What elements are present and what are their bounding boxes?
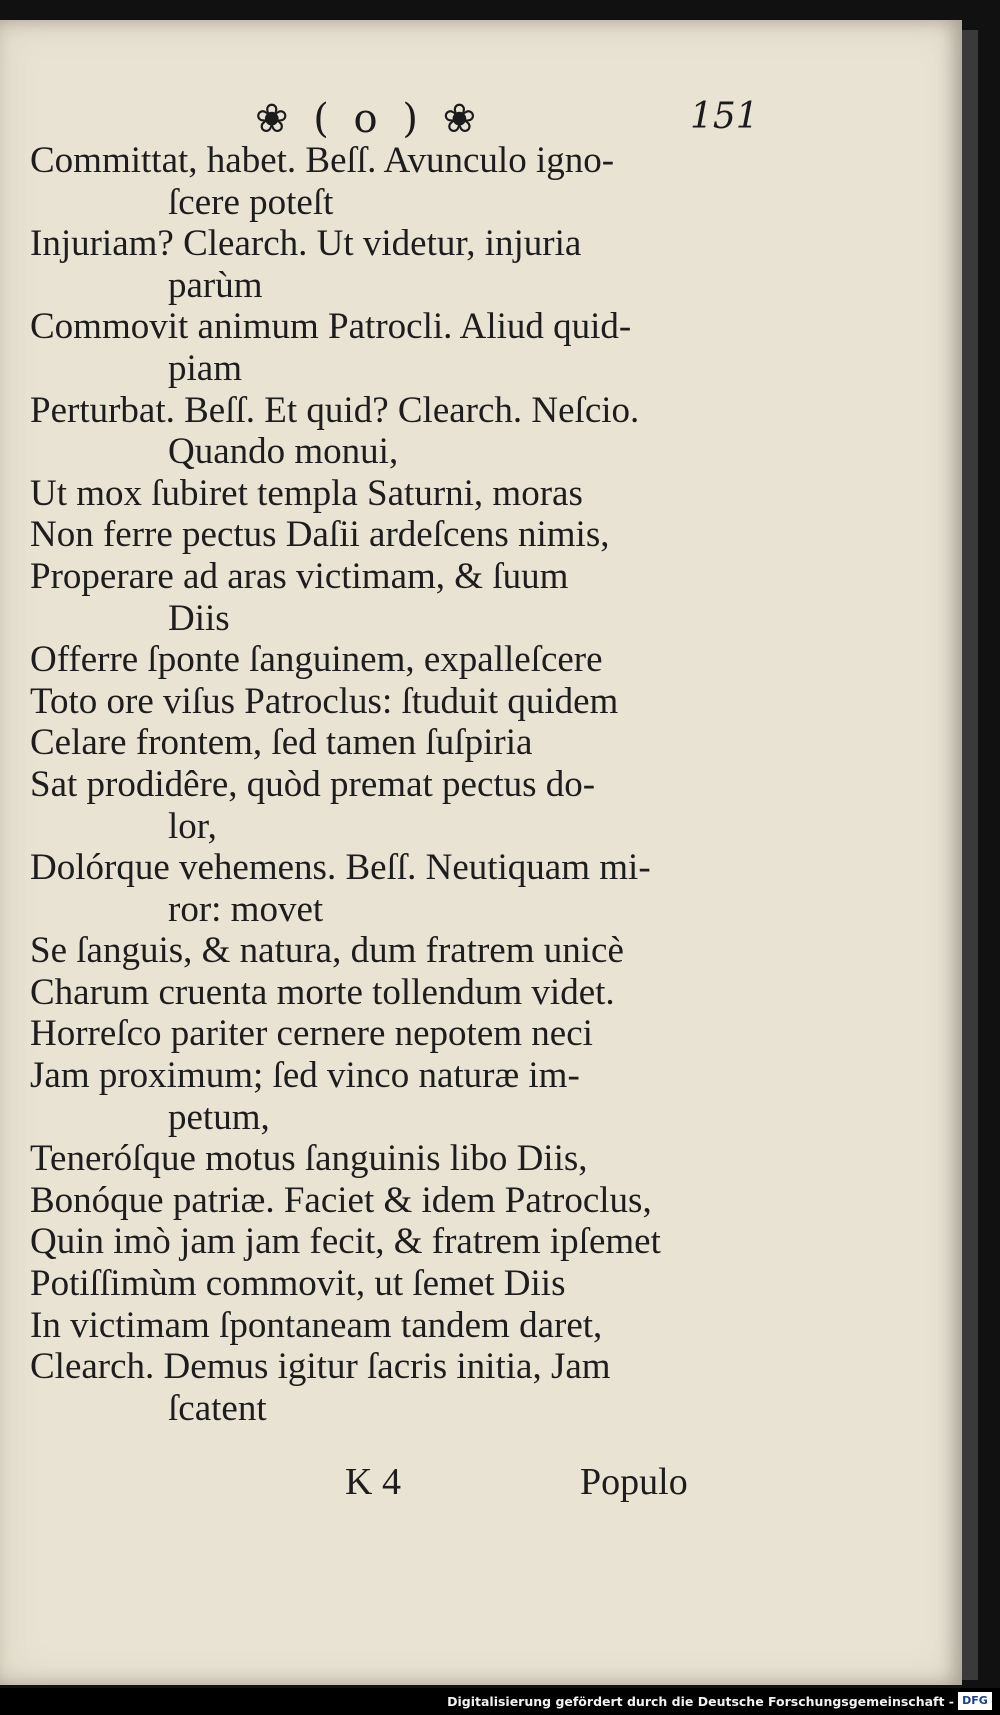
page-number: 151 [690, 96, 759, 137]
text-line: Quando monui, [168, 431, 399, 473]
book-page [0, 20, 962, 1685]
text-line: Offerre ſponte ſanguinem, expalleſcere [30, 639, 603, 681]
page-footer [0, 1460, 962, 1510]
text-line: Clearch. Demus igitur ſacris initia, Jam [30, 1346, 611, 1388]
text-line: In victimam ſpontaneam tandem daret, [30, 1304, 603, 1346]
text-line: Perturbat. Beſſ. Et quid? Clearch. Neſcio. [30, 389, 640, 431]
text-line: Dolórque vehemens. Beſſ. Neutiquam mi- [30, 847, 651, 889]
dfg-logo: DFG [958, 1692, 992, 1710]
text-line: Bonóque patriæ. Faciet & idem Patroclus, [30, 1179, 652, 1221]
text-line: parùm [168, 264, 263, 306]
text-line: Committat, habet. Beſſ. Avunculo igno- [30, 140, 615, 181]
page-header [0, 82, 962, 142]
credit-text: Digitalisierung gefördert durch die Deutsche Forschungsgemeinschaft - [447, 1694, 954, 1709]
credit-bar [0, 1688, 1000, 1715]
text-line: Jam proximum; ſed vinco naturæ im- [30, 1055, 580, 1097]
catchword: Populo [580, 1461, 688, 1503]
text-line: petum, [168, 1096, 270, 1138]
text-line: Diis [168, 597, 230, 639]
text-line: Non ferre pectus Daſii ardeſcens nimis, [30, 514, 610, 556]
text-line: Properare ad aras victimam, & ſuum [30, 555, 569, 597]
text-line: Injuriam? Clearch. Ut videtur, injuria [30, 223, 582, 265]
text-line: Quin imò jam jam fecit, & fratrem ipſemet [30, 1221, 661, 1263]
text-line: piam [168, 347, 242, 389]
text-line: ſcatent [168, 1387, 267, 1429]
header-ornament: ❀ ( o ) ❀ [255, 96, 483, 142]
text-line: Ut mox ſubiret templa Saturni, moras [30, 472, 583, 514]
text-line: Charum cruenta morte tollendum videt. [30, 971, 615, 1013]
text-line: Toto ore viſus Patroclus: ſtuduit quidem [30, 680, 619, 722]
text-line: ror: movet [168, 888, 324, 930]
text-line: Sat prodidêre, quòd premat pectus do- [30, 763, 596, 805]
text-line: Se ſanguis, & natura, dum fratrem unicè [30, 930, 624, 972]
text-line: ſcere poteſt [168, 181, 334, 223]
signature-mark: K 4 [345, 1461, 401, 1503]
text-line: Celare frontem, ſed tamen ſuſpiria [30, 722, 533, 764]
text-line: lor, [168, 805, 217, 847]
text-line: Teneróſque motus ſanguinis libo Diis, [30, 1138, 588, 1180]
body-text [30, 140, 770, 1429]
book-edge [962, 30, 978, 1680]
text-line: Commovit animum Patrocli. Aliud quid- [30, 306, 632, 348]
text-line: Horreſco pariter cernere nepotem neci [30, 1013, 593, 1055]
text-line: Potiſſimùm commovit, ut ſemet Diis [30, 1263, 566, 1305]
